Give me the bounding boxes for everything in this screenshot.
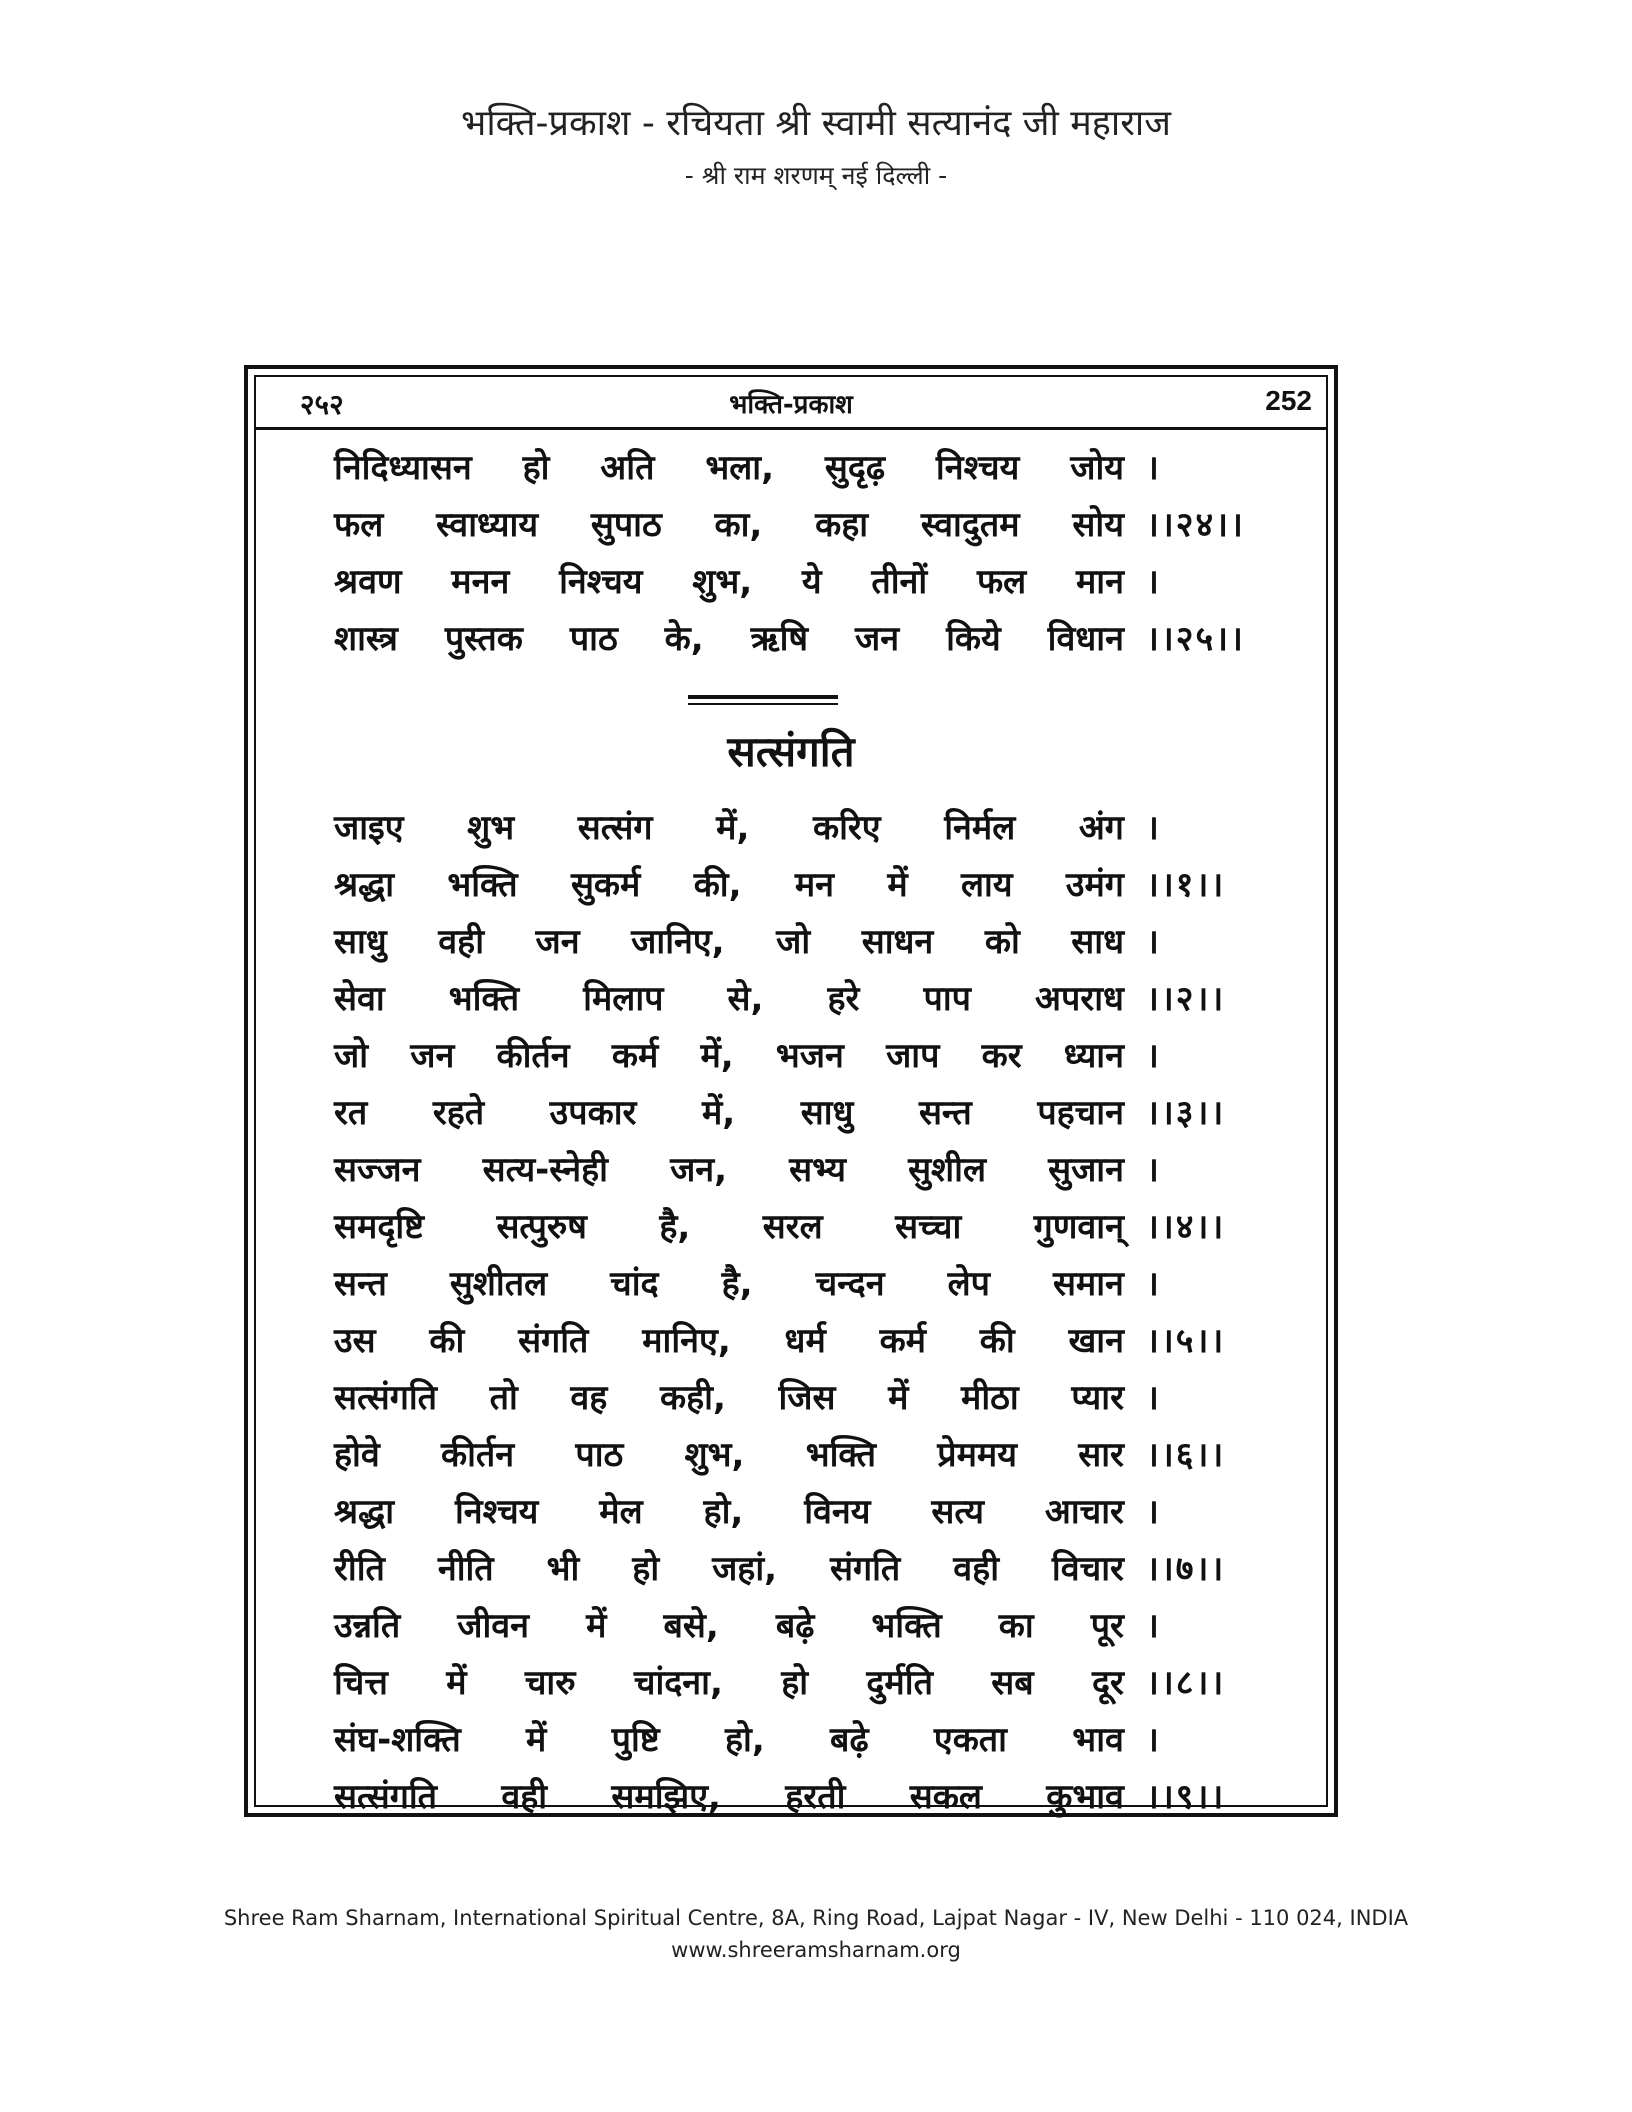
verse-word: है, [659,1206,691,1247]
verse-number: ।।३।। [1146,1092,1226,1133]
verse-word: जो [334,1035,369,1076]
verse-word: समझिए, [611,1776,721,1817]
verse-number: । [1146,921,1161,962]
verse-word: ध्यान [1063,1035,1124,1076]
verse-word: पाप [923,978,971,1019]
verse-word: नीति [437,1548,494,1589]
verse-line [334,1253,1264,1310]
book-page-inner-border [254,375,1328,1817]
verse-word: होवे [334,1434,380,1475]
verse-number: ।।२५।। [1146,618,1245,659]
verse-number: ।।४।। [1146,1206,1226,1247]
verse-line [334,797,1264,854]
verse-word: में [526,1719,547,1760]
verse-word: उन्नति [334,1605,401,1646]
verse-word: भक्ति [448,978,520,1019]
verse-text [334,1658,1124,1704]
verse-text [334,974,1124,1020]
verse-number: ।।६।। [1146,1434,1226,1475]
verse-word: जीवन [457,1605,530,1646]
verse-word: जन [855,618,900,659]
verse-word: दूर [1091,1662,1124,1703]
verse-word: बसे, [663,1605,719,1646]
verse-word: विचार [1051,1548,1124,1589]
verse-word: सार [1078,1434,1124,1475]
verse-word: जन, [670,1149,728,1190]
verse-number: ।।२४।। [1146,504,1245,545]
verse-text [334,1202,1124,1248]
verse-word: चारु [524,1662,576,1703]
verse-word: मीठा [961,1377,1019,1418]
verse-word: पुस्तक [444,618,523,659]
verse-word: पहचान [1037,1092,1124,1133]
verse-word: जो [776,921,811,962]
verse-line [334,1139,1264,1196]
verse-word: हो, [703,1491,744,1532]
verse-word: वही [953,1548,999,1589]
verse-word: सभ्य [789,1149,846,1190]
verse-word: पाठ [575,1434,624,1475]
verse-word: वही [501,1776,548,1817]
verse-word: शास्त्र [334,618,398,659]
verse-word: का, [714,504,763,545]
page-subtitle: - श्री राम शरणम् नई दिल्ली - [684,161,948,190]
verse-word: बढ़े [775,1605,815,1646]
verse-word: सन्त [918,1092,972,1133]
verse-word: बढ़े [830,1719,869,1760]
verse-word: जन [535,921,580,962]
verse-word: प्यार [1071,1377,1124,1418]
footer-address: Shree Ram Sharnam, International Spiritual Centre, 8A, Ring Road, Lajpat Nagar - IV, New Delhi - 110 024, INDIA [223,1906,1409,1930]
verse-word: मिलाप [583,978,664,1019]
verse-word: है, [721,1263,753,1304]
verse-word: अंग [1078,807,1124,848]
verse-number: ।।९।। [1146,1776,1226,1817]
verse-word: सोय [1072,504,1124,545]
page-number-hindi: २५२ [300,388,344,421]
verse-word: साधु [800,1092,854,1133]
verse-word: सुशीतल [449,1263,548,1304]
verse-text [334,1145,1124,1191]
verse-word: निश्चय [454,1491,539,1532]
verse-word: चन्दन [815,1263,885,1304]
verse-word: मान [1075,561,1124,602]
verse-line [334,1652,1264,1709]
verse-word: जानिए, [631,921,725,962]
running-title: भक्ति-प्रकाश [729,390,853,420]
verse-word: पाठ [569,618,618,659]
verse-line [334,1367,1264,1424]
verse-word: सुपाठ [590,504,662,545]
verse-word: तो [489,1377,518,1418]
verse-word: ये [801,561,822,602]
verse-word: निश्चय [559,561,643,602]
verse-word: शुभ, [684,1434,745,1475]
verse-line [334,1025,1264,1082]
verse-word: अति [600,447,655,488]
verse-word: सत्य [931,1491,984,1532]
verse-word: सुदृढ़ [824,447,886,488]
verse-word: वही [438,921,484,962]
verse-word: साधु [334,921,387,962]
page-footer [0,1902,1632,1966]
verse-word: शुभ [467,807,515,848]
verse-word: कर्म [611,1035,659,1076]
verses-bottom [334,797,1264,1823]
verse-number: । [1146,1605,1161,1646]
verse-number: । [1146,807,1161,848]
verse-number: ।।५।। [1146,1320,1226,1361]
footer-website[interactable]: www.shreeramsharnam.org [671,1938,961,1962]
verse-word: ऋषि [750,618,809,659]
verse-word: श्रद्धा [334,864,395,905]
verse-word: सन्त [334,1263,387,1304]
verse-word: की, [693,864,742,905]
verse-word: हो [632,1548,660,1589]
verse-word: कीर्तन [441,1434,515,1475]
verse-word: जिस [778,1377,836,1418]
verse-number: । [1146,1263,1161,1304]
verse-line [334,854,1264,911]
verse-word: में [586,1605,607,1646]
verse-word: पुष्टि [611,1719,660,1760]
verse-word: स्वादुतम [920,504,1020,545]
verse-word: कुभाव [1046,1776,1124,1817]
verse-line [334,551,1264,608]
scanned-book-page [244,365,1338,1817]
verse-word: भला, [705,447,775,488]
verse-word: सत्पुरुष [496,1206,587,1247]
verse-word: सज्जन [334,1149,421,1190]
verse-line [334,968,1264,1025]
verse-word: मनन [451,561,510,602]
verse-word: सकल [909,1776,982,1817]
verse-word: में [446,1662,467,1703]
verse-word: सत्य-स्नेही [482,1149,608,1190]
verse-word: की [979,1320,1015,1361]
page-header [0,100,1632,194]
verse-word: लेप [947,1263,990,1304]
verse-word: रीति [334,1548,385,1589]
section-title: सत्संगति [727,727,855,776]
verse-number: ।।२।। [1146,978,1226,1019]
verse-word: कीर्तन [496,1035,570,1076]
verse-word: चांदना, [633,1662,723,1703]
verse-word: में, [700,1035,734,1076]
verse-word: सत्संगति [334,1377,438,1418]
verse-word: भजन [775,1035,844,1076]
verse-word: हरती [785,1776,846,1817]
verse-word: हरे [827,978,860,1019]
verse-word: के, [664,618,704,659]
verse-line [334,1766,1264,1823]
verse-word: में, [716,807,750,848]
verse-word: सेवा [334,978,385,1019]
verse-word: निदिध्यासन [334,447,472,488]
verse-number: ।।७।। [1146,1548,1226,1589]
verse-word: मन [794,864,835,905]
verse-word: विनय [804,1491,871,1532]
verse-word: प्रेममय [937,1434,1017,1475]
verse-word: मेल [599,1491,643,1532]
verse-word: कर [981,1035,1022,1076]
verse-word: करिए [812,807,881,848]
verse-word: चित्त [334,1662,388,1703]
verse-word: दुर्मति [866,1662,933,1703]
verse-text [334,614,1124,660]
verse-word: श्रवण [334,561,402,602]
running-head [256,377,1326,430]
verse-word: आचार [1044,1491,1124,1532]
verse-line [334,437,1264,494]
verse-line [334,1424,1264,1481]
verse-word: अपराध [1035,978,1124,1019]
verse-word: फल [976,561,1027,602]
verse-word: खान [1068,1320,1124,1361]
verse-word: साधन [861,921,934,962]
verse-word: का [998,1605,1034,1646]
verse-word: से, [727,978,764,1019]
verse-word: श्रद्धा [334,1491,395,1532]
verse-word: भक्ति [447,864,518,905]
verse-word: समदृष्टि [334,1206,425,1247]
verse-text [334,557,1124,603]
verse-word: सुजान [1048,1149,1124,1190]
verse-word: शुभ, [692,561,753,602]
verse-word: की [429,1320,465,1361]
page-number: 252 [1265,385,1312,416]
verse-word: सच्चा [895,1206,962,1247]
verse-text [334,500,1124,546]
verse-text [334,1031,1124,1077]
verse-text [334,917,1124,963]
verse-word: फल [334,504,384,545]
verse-word: भक्ति [871,1605,942,1646]
verse-word: हो [781,1662,809,1703]
verse-word: उमंग [1065,864,1124,905]
verse-word: भक्ति [805,1434,877,1475]
verse-text [334,1430,1124,1476]
verse-text [334,1373,1124,1419]
verse-text [334,860,1124,906]
verse-word: पूर [1090,1605,1124,1646]
verse-word: हो, [724,1719,765,1760]
verse-word: कहा [815,504,869,545]
verse-word: निश्चय [935,447,1020,488]
verse-word: निर्मल [944,807,1016,848]
verse-word: भाव [1072,1719,1124,1760]
verse-number: । [1146,1149,1161,1190]
verse-word: में [887,864,908,905]
verse-word: स्वाध्याय [436,504,539,545]
verse-word: किये [946,618,1001,659]
verse-word: जहां, [712,1548,778,1589]
verse-word: सत्संगति [334,1776,438,1817]
verse-word: कही, [659,1377,726,1418]
verse-text [334,1088,1124,1134]
verse-line [334,608,1264,665]
verse-word: हो [522,447,550,488]
verse-word: रत [334,1092,368,1133]
verse-word: को [984,921,1020,962]
verse-number: । [1146,1035,1161,1076]
verse-number: ।।१।। [1146,864,1226,905]
verse-word: रहते [432,1092,485,1133]
verse-line [334,1595,1264,1652]
verse-word: साध [1071,921,1124,962]
verse-number: । [1146,561,1161,602]
verse-word: उपकार [549,1092,637,1133]
verse-word: चांद [610,1263,659,1304]
verse-text [334,1544,1124,1590]
verse-word: सुशील [908,1149,987,1190]
verse-word: विधान [1047,618,1124,659]
verse-word: तीनों [871,561,928,602]
verse-word: मानिए, [642,1320,731,1361]
verse-text [334,443,1124,489]
verse-line [334,494,1264,551]
verse-word: गुणवान् [1033,1206,1124,1247]
verse-word: कर्म [879,1320,927,1361]
verse-line [334,1310,1264,1367]
verses-top [334,437,1264,665]
verse-text [334,1715,1124,1761]
verse-word: में, [701,1092,736,1133]
verse-number: । [1146,1719,1161,1760]
verse-word: संघ-शक्ति [334,1719,461,1760]
page-title: भक्ति-प्रकाश - रचियता श्री स्वामी सत्यानंद जी महाराज [461,103,1171,144]
verse-text [334,1487,1124,1533]
verse-text [334,803,1124,849]
verse-number: । [1146,447,1161,488]
verse-word: वह [570,1377,608,1418]
verse-text [334,1259,1124,1305]
verse-word: जाप [886,1035,940,1076]
section-divider [688,695,838,705]
verse-text [334,1601,1124,1647]
verse-word: समान [1052,1263,1124,1304]
verse-word: उस [334,1320,376,1361]
verse-word: जाइए [334,807,404,848]
verse-word: सरल [762,1206,823,1247]
verse-word: संगति [830,1548,901,1589]
verse-number: ।।८।। [1146,1662,1226,1703]
verse-text [334,1772,1124,1818]
verse-line [334,1709,1264,1766]
verse-word: एकता [933,1719,1007,1760]
verse-word: सत्संग [577,807,653,848]
verse-line [334,911,1264,968]
verse-word: लाय [960,864,1013,905]
verse-word: सब [991,1662,1034,1703]
verse-line [334,1481,1264,1538]
verse-word: धर्म [784,1320,826,1361]
verse-word: संगति [518,1320,589,1361]
verse-line [334,1196,1264,1253]
verse-line [334,1538,1264,1595]
verse-number: । [1146,1377,1161,1418]
verse-text [334,1316,1124,1362]
verse-word: में [888,1377,909,1418]
verse-word: भी [546,1548,580,1589]
verse-line [334,1082,1264,1139]
verse-number: । [1146,1491,1161,1532]
verse-word: सुकर्म [570,864,641,905]
verse-word: जोय [1070,447,1124,488]
verse-word: जन [410,1035,455,1076]
